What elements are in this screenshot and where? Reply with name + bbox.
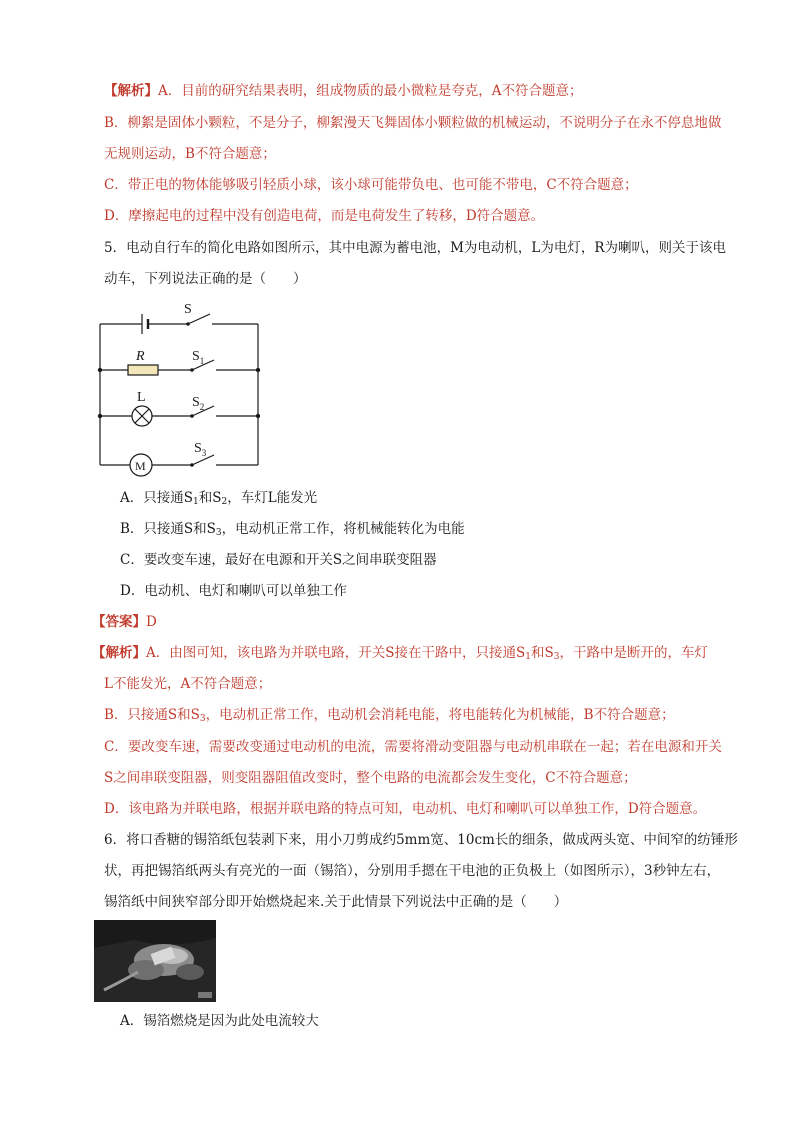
question-6-stem: 6．将口香糖的锡箔纸包装剥下来，用小刀剪成约5mm宽、10cm长的细条，做成两头宽、中间窄的纺锤形 (104, 832, 738, 848)
option-d: D．电动机、电灯和喇叭可以单独工作 (120, 583, 347, 599)
label-s1: $S_1$ (192, 349, 205, 366)
photo-illustration (94, 920, 216, 1002)
question-6-option-a: A．锡箔燃烧是因为此处电流较大 (120, 1013, 319, 1029)
explanation-line: C．要改变车速，需要改变通过电动机的电流，需要将滑动变阻器与电动机串联在一起；若在电源和开关 (104, 739, 722, 755)
label-r: R (136, 349, 145, 364)
junction-dot (98, 368, 102, 372)
question-6-stem: 状，再把锡箔纸两头有亮光的一面（锡箔），分别用手摁在干电池的正负极上（如图所示），3秒钟左右， (104, 863, 721, 879)
question-6-stem: 锡箔纸中间狭窄部分即开始燃烧起来.关于此情景下列说法中正确的是（ ） (104, 894, 568, 910)
circuit-diagram (94, 300, 274, 480)
explanation-tag: 【解析】 (104, 83, 158, 99)
question-5-stem: 动车，下列说法正确的是（ ） (104, 271, 307, 287)
answer-tag: 【答案】 (92, 614, 146, 630)
question-5-stem: 5．电动自行车的简化电路如图所示，其中电源为蓄电池，M为电动机，L为电灯，R为喇叭，则关于该电 (104, 240, 727, 256)
explanation-line: L不能发光，A不符合题意； (104, 676, 272, 692)
label-s2: $S_2$ (192, 395, 205, 412)
option-c: C．要改变车速，最好在电源和开关S之间串联变阻器 (120, 552, 437, 568)
explanation-line: 无规则运动，B不符合题意； (104, 146, 276, 162)
junction-dot (256, 414, 260, 418)
junction-dot (98, 414, 102, 418)
option-b: B．只接通S和$S_3$，电动机正常工作，将机械能转化为电能 (120, 521, 465, 538)
option-a: A．只接通$S_1$和$S_2$，车灯L能发光 (120, 490, 318, 507)
resistor-r (128, 365, 158, 375)
switch-pivot (190, 414, 194, 418)
explanation-text: A．目前的研究结果表明，组成物质的最小微粒是夸克，A不符合题意； (158, 83, 583, 99)
junction-dot (256, 368, 260, 372)
switch-pivot (190, 368, 194, 372)
explanation-line: D．该电路为并联电路，根据并联电路的特点可知，电动机、电灯和喇叭可以单独工作，D符合题意。 (104, 801, 707, 817)
explanation-line (104, 81, 716, 101)
explanation-line: C．带正电的物体能够吸引轻质小球，该小球可能带负电、也可能不带电，C不符合题意； (104, 177, 638, 193)
switch-pivot (190, 463, 194, 467)
explanation-line: B．只接通S和$S_3$，电动机正常工作，电动机会消耗电能，将电能转化为机械能，B不符合题意； (104, 707, 675, 724)
switch-pivot (186, 322, 190, 326)
explanation-line: D．摩擦起电的过程中没有创造电荷，而是电荷发生了转移，D符合题意。 (104, 208, 545, 224)
label-s3: $S_3$ (194, 441, 207, 458)
foil-battery-photo (94, 920, 216, 1002)
label-m: M (135, 459, 146, 473)
explanation-line: 【解析】A．由图可知，该电路为并联电路，开关S接在干路中，只接通$S_1$和$S_3$，干路中是断开的，车灯 (92, 645, 708, 662)
answer-value: D (146, 614, 157, 630)
explanation-line: S之间串联变阻器，则变阻器阻值改变时，整个电路的电流都会发生变化，C不符合题意； (104, 770, 637, 786)
label-l: L (137, 390, 146, 405)
answer-line (92, 612, 704, 632)
explanation-line: B．柳絮是固体小颗粒，不是分子，柳絮漫天飞舞固体小颗粒做的机械运动，不说明分子在永不停息地做 (104, 115, 722, 131)
label-s: S (184, 302, 192, 317)
